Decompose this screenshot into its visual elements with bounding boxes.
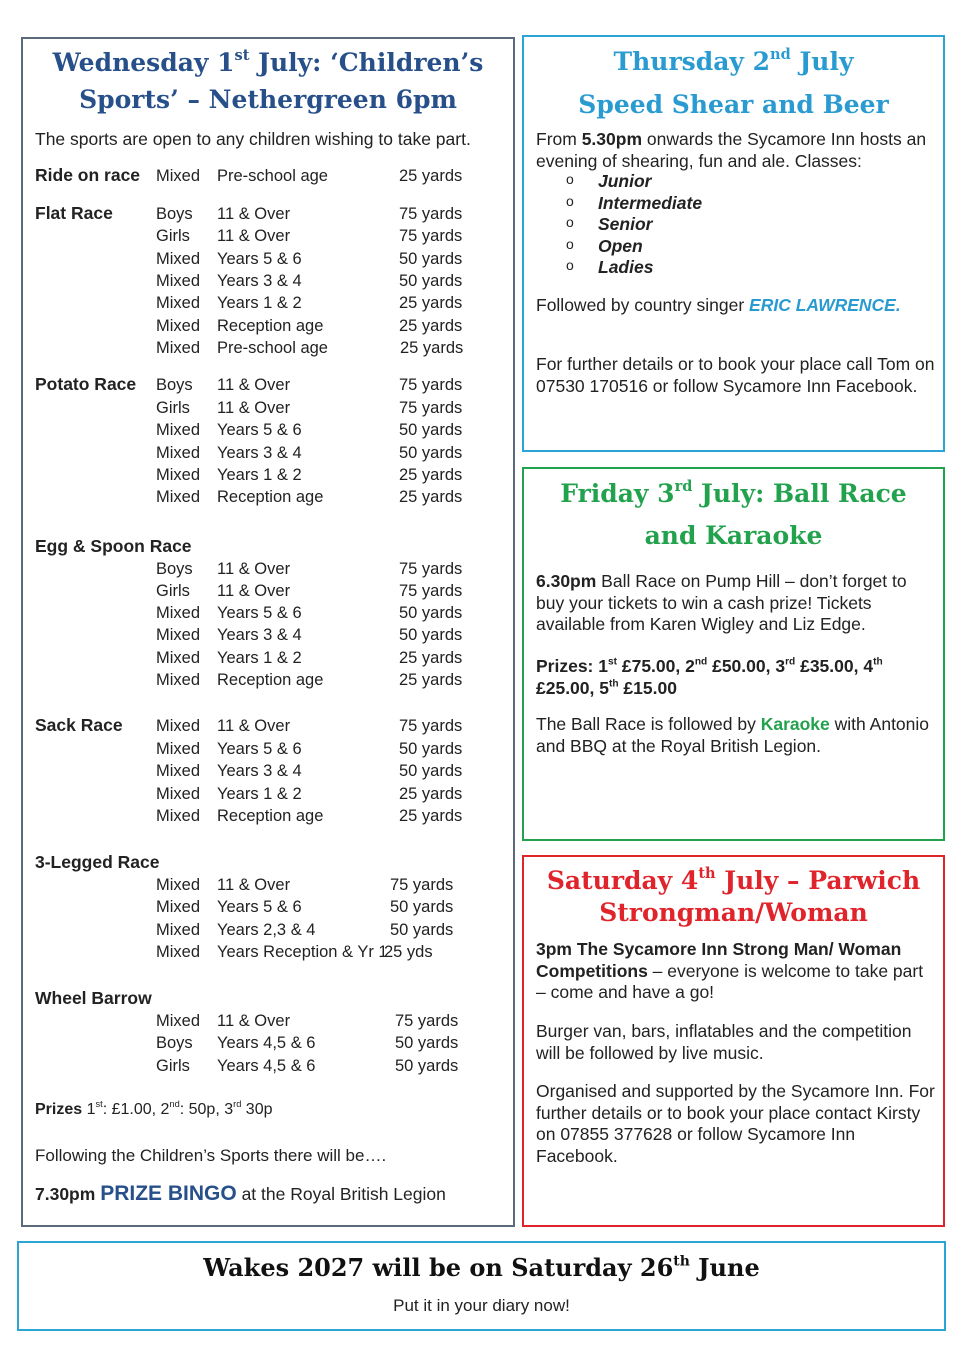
row-age: Pre-school age (217, 339, 328, 357)
row-age: 11 & Over (217, 227, 291, 245)
row-group: Mixed (156, 294, 201, 312)
row-group: Mixed (156, 762, 201, 780)
row-age: 11 & Over (217, 876, 291, 894)
saturday-title-part: Saturday 4 (546, 866, 699, 895)
wakes-subtitle: Put it in your diary now! (393, 1296, 570, 1315)
competition-bold: 3pm The Sycamore Inn Strong Man/ Woman Competitions (536, 939, 902, 981)
row-age: 11 & Over (217, 1012, 291, 1030)
row-age: 11 & Over (217, 717, 291, 735)
class-list (536, 171, 702, 279)
row-group: Mixed (156, 421, 201, 439)
list-item: o Junior (536, 171, 702, 193)
row-distance: 25 yards (399, 167, 463, 185)
row-distance: 50 yards (395, 1057, 459, 1075)
intro-text: From (536, 129, 582, 149)
event-name: Wheel Barrow (35, 988, 152, 1008)
wednesday-title-line2: Sports’ – Nethergreen 6pm (79, 85, 457, 114)
row-group: Mixed (156, 740, 201, 758)
row-distance: 50 yards (399, 444, 463, 462)
row-group: Mixed (156, 466, 201, 484)
karaoke-text: with Antonio and BBQ at the Royal British Legion. (536, 714, 930, 756)
friday-karaoke (536, 714, 936, 757)
prize-sup: st (607, 656, 617, 668)
prize-text: Prizes: 1 (536, 656, 608, 676)
row-distance: 50 yards (399, 762, 463, 780)
row-group: Mixed (156, 604, 201, 622)
thursday-title (524, 40, 943, 126)
wakes-title-part: June (689, 1253, 760, 1282)
row-distance: 75 yards (399, 227, 463, 245)
row-group: Mixed (156, 876, 201, 894)
thursday-details: For further details or to book your place call Tom on 07530 170516 or follow Sycamore Inn Facebook. (536, 354, 935, 396)
followed-text: Followed by country singer (536, 295, 750, 315)
prize-sup: th (608, 677, 619, 689)
row-age: Reception age (217, 671, 324, 689)
prize-sup: nd (694, 656, 708, 668)
row-group: Boys (156, 560, 193, 578)
row-distance: 50 yards (399, 740, 463, 758)
row-age: Years 3 & 4 (217, 272, 302, 290)
row-age: Years 5 & 6 (217, 421, 302, 439)
following-text: Following the Children’s Sports there will be…. (35, 1146, 387, 1165)
event-name: 3-Legged Race (35, 852, 160, 872)
row-distance: 75 yards (399, 582, 463, 600)
wednesday-title-part: July: ‘Children’s (249, 48, 484, 77)
prize-sup: th (873, 656, 883, 668)
row-age: Reception age (217, 807, 324, 825)
saturday-title-part: July – Parwich (715, 866, 921, 895)
bingo-rest: at the Royal British Legion (236, 1184, 446, 1204)
bingo-line (35, 1182, 446, 1206)
row-age: Years 3 & 4 (217, 762, 302, 780)
row-group: Mixed (156, 444, 201, 462)
row-distance: 75 yards (399, 376, 463, 394)
prize-text: : 50p, 3 (179, 1101, 234, 1118)
wednesday-title-part: Wednesday 1 (52, 48, 235, 77)
row-distance: 25 yards (399, 317, 463, 335)
wakes-title (19, 1253, 944, 1282)
ball-race-text: Ball Race on Pump Hill – don’t forget to buy your tickets to win a cash prize! Tickets available from Karen Wigley and Liz Edge. (536, 571, 907, 634)
prize-text: £50.00, 3 (707, 656, 786, 676)
row-distance: 75 yards (390, 876, 454, 894)
row-age: Reception age (217, 317, 324, 335)
row-group: Mixed (156, 898, 201, 916)
prize-text: £75.00, 2 (617, 656, 695, 676)
ball-race-time: 6.30pm (536, 571, 597, 591)
prize-text: £35.00, 4 (795, 656, 874, 676)
row-group: Mixed (156, 671, 201, 689)
prize-text: £15.00 (618, 677, 677, 698)
prize-sup: st (95, 1099, 103, 1110)
row-group: Girls (156, 582, 190, 600)
row-group: Mixed (156, 717, 201, 735)
wednesday-title (23, 44, 513, 118)
saturday-title (524, 865, 943, 929)
thursday-title-line2: Speed Shear and Beer (578, 90, 889, 119)
row-age: Years 5 & 6 (217, 604, 302, 622)
wakes-title-part: Wakes 2027 will be on Saturday 26 (203, 1253, 674, 1282)
thursday-intro (536, 129, 936, 172)
row-group: Girls (156, 227, 190, 245)
karaoke-text: The Ball Race is followed by (536, 714, 761, 734)
row-distance: 25 yards (399, 807, 463, 825)
prize-text: : £1.00, 2 (102, 1101, 170, 1118)
row-age: 11 & Over (217, 205, 291, 223)
prize-text: £25.00, 5 (536, 677, 609, 698)
row-distance: 50 yards (390, 921, 454, 939)
row-group: Boys (156, 376, 193, 394)
friday-prizes (536, 656, 936, 699)
row-distance: 75 yards (399, 205, 463, 223)
event-name: Potato Race (35, 374, 137, 394)
row-distance: 25 yards (399, 785, 463, 803)
row-distance: 25 yards (400, 339, 464, 357)
list-item: o Ladies (536, 257, 702, 279)
row-age: Reception age (217, 488, 324, 506)
row-age: Pre-school age (217, 167, 328, 185)
row-distance: 50 yards (395, 1034, 459, 1052)
row-distance: 25 yds (384, 943, 433, 961)
row-distance: 75 yards (399, 399, 463, 417)
row-age: Years 5 & 6 (217, 898, 302, 916)
row-distance: 25 yards (399, 649, 463, 667)
row-age: Years 1 & 2 (217, 294, 302, 312)
row-distance: 75 yards (399, 717, 463, 735)
row-group: Mixed (156, 250, 201, 268)
intro-time: 5.30pm (581, 129, 643, 149)
row-distance: 50 yards (390, 898, 454, 916)
row-age: Years 1 & 2 (217, 466, 302, 484)
friday-panel (522, 467, 945, 841)
friday-title-part: July: Ball Race (692, 479, 907, 508)
row-age: 11 & Over (217, 560, 291, 578)
friday-title-sup: rd (674, 478, 693, 496)
row-group: Mixed (156, 943, 201, 961)
row-distance: 25 yards (399, 466, 463, 484)
singer-name: ERIC LAWRENCE. (749, 295, 901, 315)
row-group: Mixed (156, 339, 201, 357)
wednesday-intro: The sports are open to any children wishing to take part. (35, 129, 471, 149)
intro-text: onwards the Sycamore Inn hosts an evening of shearing, fun and ale. Classes: (536, 129, 927, 171)
row-group: Mixed (156, 785, 201, 803)
row-distance: 50 yards (399, 272, 463, 290)
bingo-time: 7.30pm (35, 1184, 96, 1204)
row-age: 11 & Over (217, 376, 291, 394)
row-group: Mixed (156, 167, 201, 185)
saturday-extras: Burger van, bars, inflatables and the competition will be followed by live music. (536, 1021, 912, 1063)
row-distance: 75 yards (399, 560, 463, 578)
row-age: 11 & Over (217, 399, 291, 417)
event-name: Flat Race (35, 203, 113, 223)
wakes-banner (17, 1241, 946, 1331)
thursday-title-part: Thursday 2 (613, 47, 771, 76)
friday-title (524, 473, 943, 557)
row-distance: 50 yards (399, 250, 463, 268)
row-group: Girls (156, 1057, 190, 1075)
row-age: Years 5 & 6 (217, 740, 302, 758)
thursday-title-sup: nd (770, 46, 791, 64)
saturday-title-sup: th (698, 865, 716, 883)
row-group: Mixed (156, 626, 201, 644)
row-age: Years 2,3 & 4 (217, 921, 316, 939)
list-item: o Senior (536, 214, 702, 236)
row-group: Mixed (156, 488, 201, 506)
row-age: Years 1 & 2 (217, 785, 302, 803)
row-distance: 50 yards (399, 626, 463, 644)
prizes-label: Prizes (35, 1101, 83, 1118)
row-age: 11 & Over (217, 582, 291, 600)
wakes-title-sup: th (673, 1253, 690, 1270)
row-distance: 25 yards (399, 488, 463, 506)
row-group: Mixed (156, 649, 201, 667)
competition-text: – everyone is welcome to take part – come and have a go! (536, 960, 924, 1002)
row-age: Years Reception & Yr 1 (217, 943, 388, 961)
prize-text: 30p (241, 1101, 273, 1118)
row-group: Boys (156, 205, 193, 223)
wednesday-panel (21, 37, 515, 1227)
row-age: Years 3 & 4 (217, 626, 302, 644)
prize-sup: rd (233, 1099, 242, 1110)
event-name: Egg & Spoon Race (35, 536, 192, 556)
thursday-panel (522, 35, 945, 452)
friday-ball-race (536, 571, 936, 636)
row-group: Mixed (156, 272, 201, 290)
wednesday-title-sup: st (234, 47, 250, 65)
row-group: Mixed (156, 807, 201, 825)
row-age: Years 3 & 4 (217, 444, 302, 462)
saturday-title-line2: Strongman/Woman (599, 898, 868, 927)
event-name: Ride on race (35, 165, 141, 185)
prize-text: 1 (82, 1101, 96, 1118)
row-distance: 25 yards (399, 671, 463, 689)
row-group: Girls (156, 399, 190, 417)
row-age: Years 4,5 & 6 (217, 1057, 316, 1075)
saturday-competition (536, 939, 936, 1004)
row-distance: 25 yards (399, 294, 463, 312)
row-group: Mixed (156, 921, 201, 939)
row-group: Mixed (156, 1012, 201, 1030)
list-item: o Open (536, 236, 702, 258)
wednesday-prizes (35, 1101, 273, 1119)
bingo-name: PRIZE BINGO (100, 1182, 237, 1205)
row-distance: 75 yards (395, 1012, 459, 1030)
row-group: Boys (156, 1034, 193, 1052)
saturday-panel (522, 855, 945, 1227)
row-group: Mixed (156, 317, 201, 335)
row-distance: 50 yards (399, 421, 463, 439)
event-name: Sack Race (35, 715, 123, 735)
friday-title-line2: and Karaoke (644, 521, 823, 550)
list-item: o Intermediate (536, 193, 702, 215)
row-age: Years 5 & 6 (217, 250, 302, 268)
prize-sup: nd (169, 1099, 180, 1110)
thursday-title-part: July (790, 47, 854, 76)
row-age: Years 1 & 2 (217, 649, 302, 667)
row-distance: 50 yards (399, 604, 463, 622)
saturday-organised: Organised and supported by the Sycamore Inn. For further details or to book your place contact Kirsty on 07855 377628 or follow Sycamore Inn Facebook. (536, 1081, 935, 1166)
row-age: Years 4,5 & 6 (217, 1034, 316, 1052)
thursday-followed (536, 295, 936, 317)
friday-title-part: Friday 3 (560, 479, 675, 508)
karaoke-highlight: Karaoke (760, 714, 830, 734)
prize-sup: rd (785, 656, 796, 668)
